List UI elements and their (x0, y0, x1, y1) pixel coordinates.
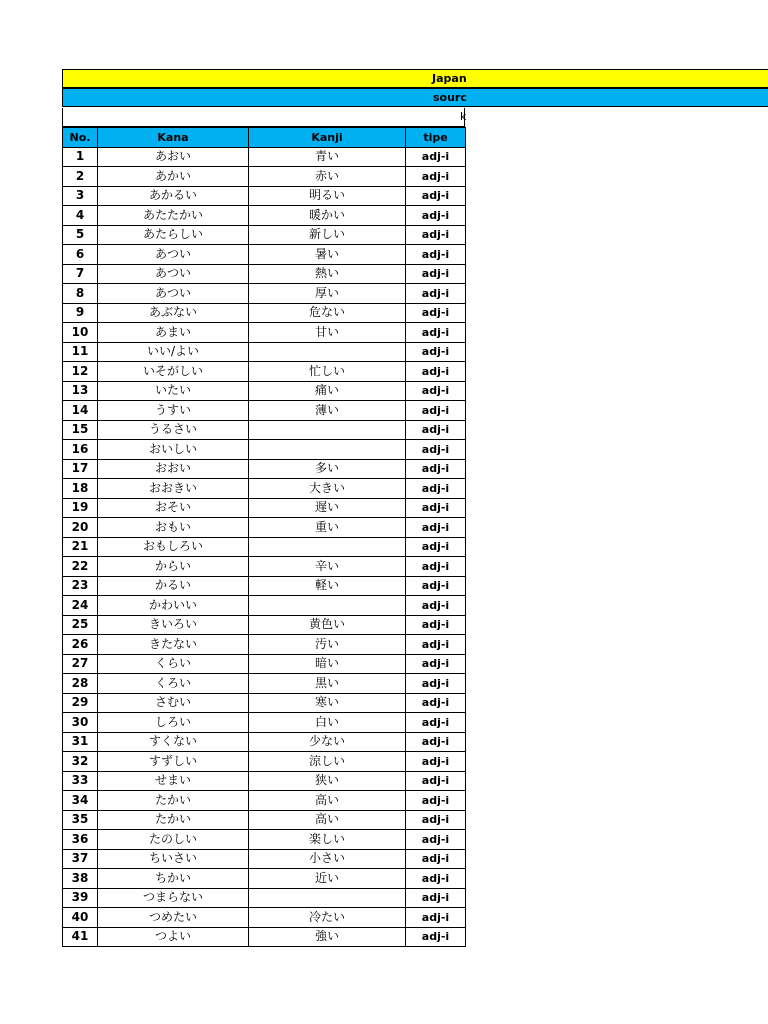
cell-kana[interactable]: あおい (98, 147, 249, 167)
cell-kana[interactable]: おもしろい (98, 537, 249, 557)
cell-kanji[interactable]: 高い (249, 810, 406, 830)
cell-no[interactable]: 30 (63, 713, 98, 733)
cell-no[interactable]: 24 (63, 596, 98, 616)
table-row (63, 264, 466, 284)
cell-type[interactable]: adj-i (406, 284, 466, 304)
cell-kanji[interactable]: 青い (249, 147, 406, 167)
cell-kana[interactable]: いたい (98, 381, 249, 401)
cell-kana[interactable]: かわいい (98, 596, 249, 616)
cell-type[interactable]: adj-i (406, 557, 466, 577)
cell-type[interactable]: adj-i (406, 791, 466, 811)
cell-kanji[interactable]: 黒い (249, 674, 406, 694)
cell-no[interactable]: 25 (63, 615, 98, 635)
cell-kanji[interactable]: 遅い (249, 498, 406, 518)
table-row (63, 888, 466, 908)
cell-type[interactable]: adj-i (406, 167, 466, 187)
spreadsheet (62, 69, 768, 947)
cell-type[interactable]: adj-i (406, 576, 466, 596)
cell-kanji[interactable] (249, 537, 406, 557)
cell-kana[interactable]: あつい (98, 264, 249, 284)
cell-kanji[interactable]: 冷たい (249, 908, 406, 928)
cell-kana[interactable]: いい/よい (98, 342, 249, 362)
cell-no[interactable]: 9 (63, 303, 98, 323)
table-row (63, 693, 466, 713)
cell-type[interactable]: adj-i (406, 693, 466, 713)
cell-kanji[interactable]: 暖かい (249, 206, 406, 226)
cell-no[interactable]: 41 (63, 927, 98, 947)
table-row (63, 537, 466, 557)
cell-type[interactable]: adj-i (406, 440, 466, 460)
cell-kanji[interactable]: 白い (249, 713, 406, 733)
cell-no[interactable]: 33 (63, 771, 98, 791)
column-header-type[interactable]: tipe (406, 128, 466, 148)
table-row (63, 245, 466, 265)
cell-kana[interactable]: ちかい (98, 869, 249, 889)
cell-kanji[interactable]: 寒い (249, 693, 406, 713)
cell-kanji[interactable]: 小さい (249, 849, 406, 869)
title-text: Japan (432, 72, 467, 85)
table-row (63, 869, 466, 889)
table-row (63, 927, 466, 947)
cell-type[interactable]: adj-i (406, 323, 466, 343)
table-row (63, 381, 466, 401)
cell-no[interactable]: 3 (63, 186, 98, 206)
cell-type[interactable]: adj-i (406, 888, 466, 908)
cell-type[interactable]: adj-i (406, 420, 466, 440)
source-banner (62, 88, 768, 107)
cell-kanji[interactable]: 薄い (249, 401, 406, 421)
table-row (63, 654, 466, 674)
cell-type[interactable]: adj-i (406, 830, 466, 850)
cell-kana[interactable]: からい (98, 557, 249, 577)
table-row (63, 518, 466, 538)
cell-kanji[interactable]: 赤い (249, 167, 406, 187)
cell-no[interactable]: 14 (63, 401, 98, 421)
cell-kana[interactable]: たかい (98, 791, 249, 811)
cell-kana[interactable]: たのしい (98, 830, 249, 850)
cell-no[interactable]: 35 (63, 810, 98, 830)
info-text: k (460, 110, 467, 123)
cell-kana[interactable]: たかい (98, 810, 249, 830)
cell-type[interactable]: adj-i (406, 849, 466, 869)
cell-kanji[interactable]: 多い (249, 459, 406, 479)
cell-kana[interactable]: うすい (98, 401, 249, 421)
cell-no[interactable]: 20 (63, 518, 98, 538)
cell-type[interactable]: adj-i (406, 615, 466, 635)
cell-kanji[interactable]: 軽い (249, 576, 406, 596)
cell-kana[interactable]: さむい (98, 693, 249, 713)
table-row (63, 498, 466, 518)
cell-kanji[interactable]: 痛い (249, 381, 406, 401)
cell-kanji[interactable]: 新しい (249, 225, 406, 245)
cell-kanji[interactable]: 大きい (249, 479, 406, 499)
cell-kana[interactable]: きたない (98, 635, 249, 655)
table-row (63, 557, 466, 577)
cell-type[interactable]: adj-i (406, 674, 466, 694)
cell-no[interactable]: 28 (63, 674, 98, 694)
cell-no[interactable]: 40 (63, 908, 98, 928)
cell-type[interactable]: adj-i (406, 245, 466, 265)
cell-kana[interactable]: くろい (98, 674, 249, 694)
cell-kanji[interactable] (249, 596, 406, 616)
cell-kana[interactable]: くらい (98, 654, 249, 674)
cell-kana[interactable]: あぶない (98, 303, 249, 323)
cell-kanji[interactable] (249, 888, 406, 908)
cell-no[interactable]: 23 (63, 576, 98, 596)
cell-kanji[interactable]: 楽しい (249, 830, 406, 850)
cell-kanji[interactable]: 高い (249, 791, 406, 811)
cell-kanji[interactable] (249, 342, 406, 362)
cell-no[interactable]: 10 (63, 323, 98, 343)
cell-kana[interactable]: うるさい (98, 420, 249, 440)
cell-no[interactable]: 36 (63, 830, 98, 850)
cell-type[interactable]: adj-i (406, 537, 466, 557)
source-text: sourc (433, 91, 467, 104)
cell-type[interactable]: adj-i (406, 459, 466, 479)
table-row (63, 713, 466, 733)
cell-no[interactable]: 27 (63, 654, 98, 674)
info-banner-clip (63, 108, 466, 126)
cell-kanji[interactable]: 熱い (249, 264, 406, 284)
cell-kana[interactable]: あかい (98, 167, 249, 187)
cell-kana[interactable]: つまらない (98, 888, 249, 908)
cell-no[interactable]: 22 (63, 557, 98, 577)
cell-type[interactable]: adj-i (406, 713, 466, 733)
cell-no[interactable]: 26 (63, 635, 98, 655)
cell-kana[interactable]: しろい (98, 713, 249, 733)
cell-no[interactable]: 8 (63, 284, 98, 304)
column-header-kana[interactable]: Kana (98, 128, 249, 148)
cell-no[interactable]: 37 (63, 849, 98, 869)
table-row (63, 401, 466, 421)
cell-type[interactable]: adj-i (406, 186, 466, 206)
cell-kanji[interactable]: 近い (249, 869, 406, 889)
cell-kana[interactable]: すくない (98, 732, 249, 752)
table-row (63, 284, 466, 304)
table-body (63, 147, 466, 947)
table-row (63, 206, 466, 226)
table-row (63, 830, 466, 850)
cell-type[interactable]: adj-i (406, 362, 466, 382)
cell-kana[interactable]: きいろい (98, 615, 249, 635)
table-row (63, 732, 466, 752)
table-row (63, 849, 466, 869)
table-row (63, 342, 466, 362)
cell-no[interactable]: 12 (63, 362, 98, 382)
cell-type[interactable]: adj-i (406, 927, 466, 947)
cell-kanji[interactable] (249, 440, 406, 460)
cell-kana[interactable]: おいしい (98, 440, 249, 460)
cell-no[interactable]: 29 (63, 693, 98, 713)
cell-type[interactable]: adj-i (406, 635, 466, 655)
cell-kana[interactable]: おもい (98, 518, 249, 538)
source-banner-clip (63, 89, 466, 106)
cell-kanji[interactable]: 涼しい (249, 752, 406, 772)
cell-no[interactable]: 6 (63, 245, 98, 265)
cell-type[interactable]: adj-i (406, 498, 466, 518)
cell-kana[interactable]: ちいさい (98, 849, 249, 869)
cell-type[interactable]: adj-i (406, 401, 466, 421)
cell-no[interactable]: 1 (63, 147, 98, 167)
cell-kana[interactable]: おおい (98, 459, 249, 479)
table-row (63, 167, 466, 187)
cell-no[interactable]: 17 (63, 459, 98, 479)
cell-kana[interactable]: おおきい (98, 479, 249, 499)
cell-kanji[interactable]: 狭い (249, 771, 406, 791)
table-row (63, 362, 466, 382)
cell-kana[interactable]: つめたい (98, 908, 249, 928)
cell-kanji[interactable]: 忙しい (249, 362, 406, 382)
cell-type[interactable]: adj-i (406, 752, 466, 772)
cell-kana[interactable]: あつい (98, 284, 249, 304)
table-row (63, 459, 466, 479)
table-row (63, 420, 466, 440)
cell-type[interactable]: adj-i (406, 264, 466, 284)
cell-no[interactable]: 39 (63, 888, 98, 908)
table-row (63, 186, 466, 206)
cell-no[interactable]: 15 (63, 420, 98, 440)
cell-type[interactable]: adj-i (406, 342, 466, 362)
table-row (63, 303, 466, 323)
cell-no[interactable]: 2 (63, 167, 98, 187)
cell-no[interactable]: 5 (63, 225, 98, 245)
cell-type[interactable]: adj-i (406, 147, 466, 167)
cell-kana[interactable]: かるい (98, 576, 249, 596)
cell-kanji[interactable]: 暑い (249, 245, 406, 265)
cell-kanji[interactable]: 汚い (249, 635, 406, 655)
table-header-row (63, 128, 466, 148)
cell-no[interactable]: 31 (63, 732, 98, 752)
cell-no[interactable]: 4 (63, 206, 98, 226)
cell-kana[interactable]: つよい (98, 927, 249, 947)
title-banner-clip (63, 70, 466, 87)
cell-kanji[interactable]: 危ない (249, 303, 406, 323)
table-row (63, 440, 466, 460)
cell-type[interactable]: adj-i (406, 908, 466, 928)
cell-no[interactable]: 19 (63, 498, 98, 518)
cell-type[interactable]: adj-i (406, 479, 466, 499)
cell-kana[interactable]: すずしい (98, 752, 249, 772)
info-banner (62, 108, 465, 127)
column-header-no[interactable]: No. (63, 128, 98, 148)
cell-no[interactable]: 13 (63, 381, 98, 401)
cell-kana[interactable]: あたらしい (98, 225, 249, 245)
cell-kana[interactable]: いそがしい (98, 362, 249, 382)
cell-no[interactable]: 34 (63, 791, 98, 811)
table-row (63, 810, 466, 830)
table-row (63, 674, 466, 694)
cell-no[interactable]: 32 (63, 752, 98, 772)
table-row (63, 596, 466, 616)
table-row (63, 225, 466, 245)
cell-type[interactable]: adj-i (406, 654, 466, 674)
cell-no[interactable]: 11 (63, 342, 98, 362)
table-row (63, 635, 466, 655)
table-row (63, 323, 466, 343)
title-banner (62, 69, 768, 88)
cell-no[interactable]: 21 (63, 537, 98, 557)
cell-type[interactable]: adj-i (406, 596, 466, 616)
cell-kana[interactable]: あかるい (98, 186, 249, 206)
cell-type[interactable]: adj-i (406, 810, 466, 830)
cell-kanji[interactable]: 重い (249, 518, 406, 538)
table-row (63, 576, 466, 596)
cell-type[interactable]: adj-i (406, 518, 466, 538)
cell-kanji[interactable]: 甘い (249, 323, 406, 343)
cell-kana[interactable]: あたたかい (98, 206, 249, 226)
column-header-kanji[interactable]: Kanji (249, 128, 406, 148)
cell-kana[interactable]: せまい (98, 771, 249, 791)
table-row (63, 147, 466, 167)
cell-type[interactable]: adj-i (406, 771, 466, 791)
cell-no[interactable]: 18 (63, 479, 98, 499)
cell-no[interactable]: 7 (63, 264, 98, 284)
table-row (63, 908, 466, 928)
cell-type[interactable]: adj-i (406, 381, 466, 401)
table-row (63, 615, 466, 635)
cell-no[interactable]: 38 (63, 869, 98, 889)
cell-kanji[interactable]: 強い (249, 927, 406, 947)
cell-kanji[interactable]: 黄色い (249, 615, 406, 635)
cell-type[interactable]: adj-i (406, 732, 466, 752)
cell-type[interactable]: adj-i (406, 303, 466, 323)
vocabulary-table (62, 127, 466, 947)
cell-kanji[interactable] (249, 420, 406, 440)
cell-kanji[interactable]: 辛い (249, 557, 406, 577)
cell-kanji[interactable]: 明るい (249, 186, 406, 206)
cell-kanji[interactable]: 暗い (249, 654, 406, 674)
cell-kana[interactable]: あまい (98, 323, 249, 343)
table-row (63, 771, 466, 791)
cell-kanji[interactable]: 厚い (249, 284, 406, 304)
cell-type[interactable]: adj-i (406, 206, 466, 226)
cell-kanji[interactable]: 少ない (249, 732, 406, 752)
cell-kana[interactable]: おそい (98, 498, 249, 518)
table-row (63, 479, 466, 499)
table-row (63, 752, 466, 772)
cell-kana[interactable]: あつい (98, 245, 249, 265)
table-row (63, 791, 466, 811)
cell-no[interactable]: 16 (63, 440, 98, 460)
cell-type[interactable]: adj-i (406, 869, 466, 889)
cell-type[interactable]: adj-i (406, 225, 466, 245)
